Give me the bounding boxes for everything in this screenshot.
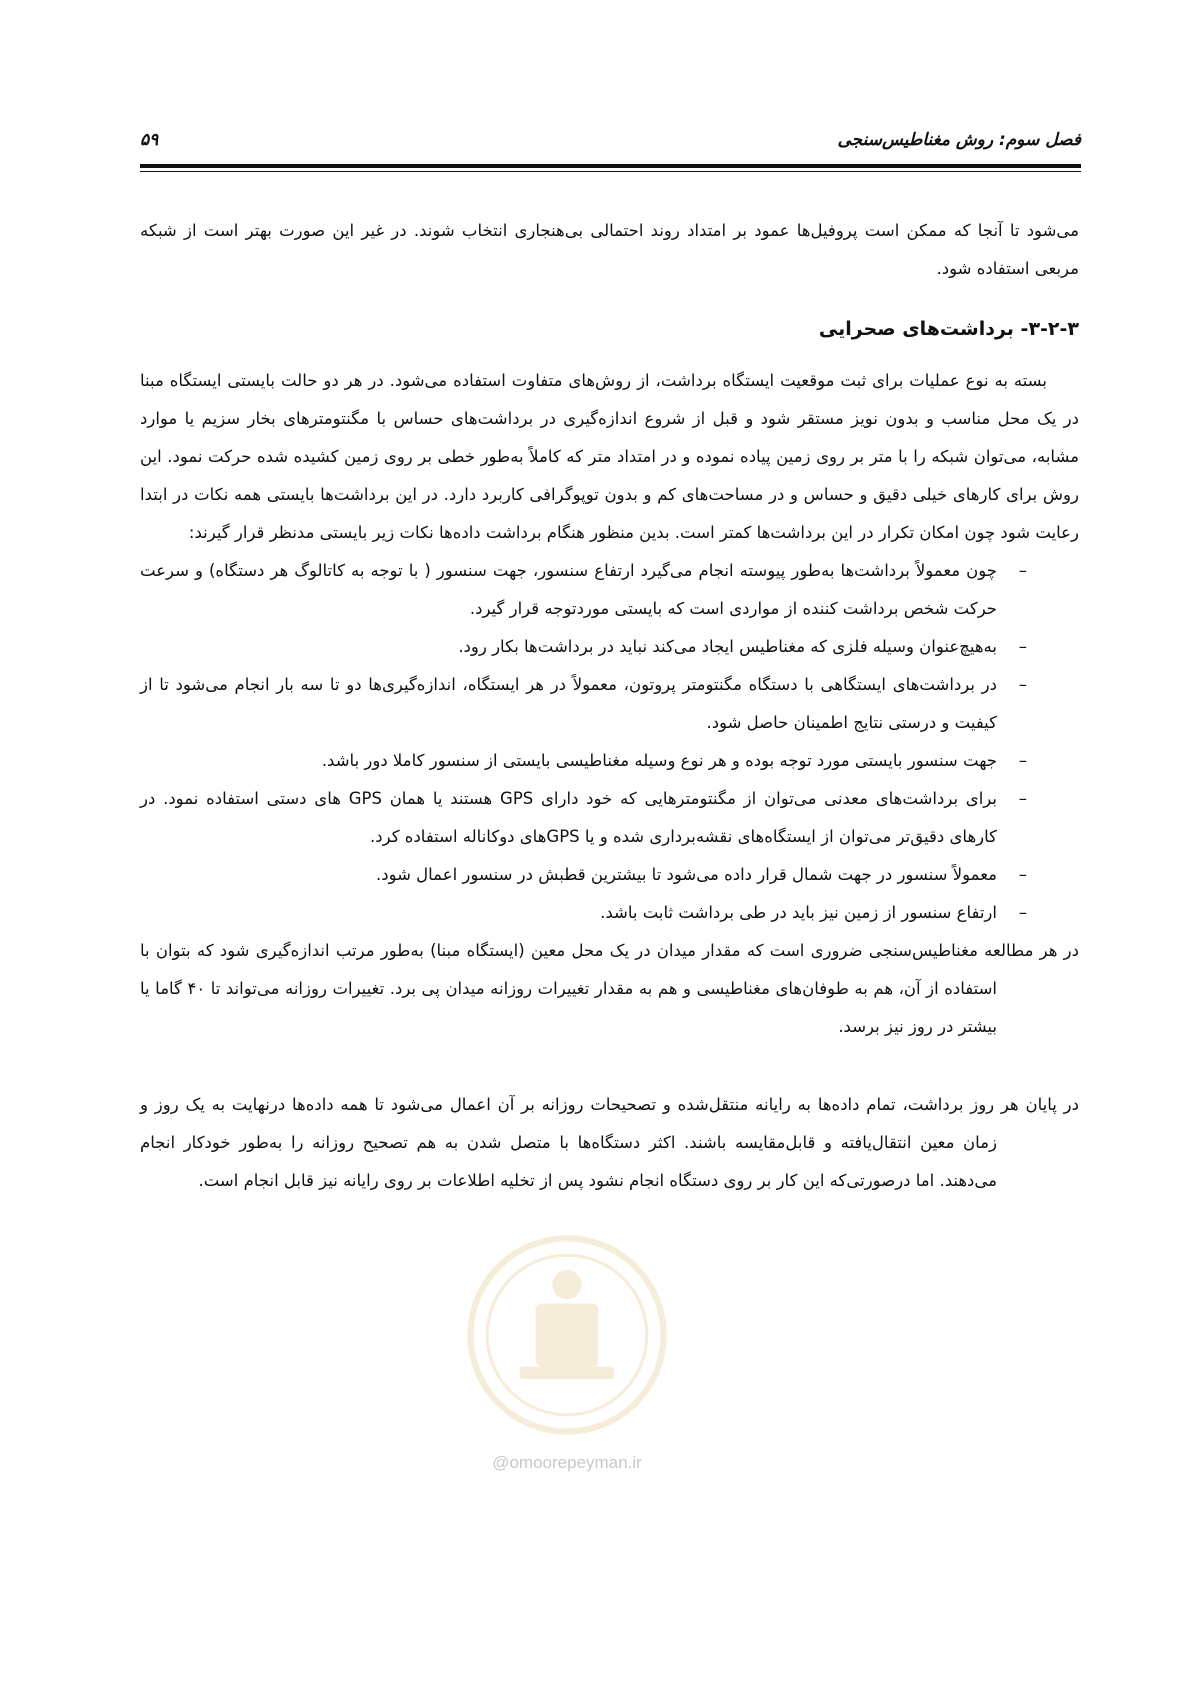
list-item-text: برای برداشت‌های معدنی می‌توان از مگنتومترهایی که خود دارای GPS هستند یا همان GPS های دستی استفاده نمود. در کارهای دقیق‌تر می‌توان از ایستگاه‌های نقشه‌برداری شده و یا GPSهای دوکاناله استفاده کرد. bbox=[140, 789, 997, 846]
list-item-text: در برداشت‌های ایستگاهی با دستگاه مگنتومتر پروتون، معمولاً در هر ایستگاه، اندازه‌گیری‌ها دو تا سه بار انجام می‌شود تا از کیفیت و درستی نتایج اطمینان حاصل شود. bbox=[140, 675, 997, 732]
intro-paragraph: می‌شود تا آنجا که ممکن است پروفیل‌ها عمود بر امتداد روند احتمالی بی‌هنجاری انتخاب شوند. در غیر این صورت بهتر است از شبکه مربعی استفاده شود. bbox=[140, 221, 1079, 278]
list-item-text: معمولاً سنسور در جهت شمال قرار داده می‌شود تا بیشترین قطبش در سنسور اعمال شود. bbox=[375, 865, 997, 884]
header-rule-thin bbox=[140, 171, 1081, 172]
header-rule-thick bbox=[140, 164, 1081, 168]
list-item bbox=[140, 666, 1079, 742]
list-item-text: ارتفاع سنسور از زمین نیز باید در طی برداشت ثابت باشد. bbox=[600, 903, 997, 922]
watermark-url: @omoorepeyman.ir bbox=[492, 1453, 642, 1472]
list-item bbox=[140, 856, 1079, 894]
list-item-text: چون معمولاً برداشت‌ها به‌طور پیوسته انجام می‌گیرد ارتفاع سنسور، جهت سنسور ( با توجه به کاتالوگ هر دستگاه) و سرعت حرکت شخص برداشت کننده از مواردی است که بایستی موردتوجه قرار گیرد. bbox=[140, 561, 997, 618]
page-number: ۵۹ bbox=[140, 130, 159, 150]
list-item bbox=[140, 552, 1079, 628]
running-header bbox=[140, 130, 1081, 156]
section-heading: ۳-۲-۳- برداشت‌های صحرایی bbox=[818, 318, 1079, 340]
list-item bbox=[140, 628, 1079, 666]
list-item bbox=[140, 780, 1079, 856]
bullet-dash: – bbox=[1018, 751, 1027, 770]
paragraph-3: در پایان هر روز برداشت، تمام داده‌ها به رایانه منتقل‌شده و تصحیحات روزانه بر آن اعمال می‌شود تا همه داده‌ها درنهایت به یک روز و زمان معین انتقال‌یافته و قابل‌مقایسه باشند. اکثر دستگاه‌ها با متصل شدن به هم تصحیح روزانه را به‌طور خودکار انجام می‌دهند. اما درصورتی‌که این کار بر روی دستگاه انجام نشود پس از تخلیه اطلاعات بر روی رایانه نیز قابل انجام است. bbox=[140, 1095, 1079, 1190]
bullet-dash: – bbox=[1018, 789, 1027, 808]
list-item bbox=[140, 742, 1079, 780]
list-item-text: جهت سنسور بایستی مورد توجه بوده و هر نوع وسیله مغناطیسی بایستی از سنسور کاملا دور باشد. bbox=[321, 751, 997, 770]
bullet-dash: – bbox=[1018, 675, 1027, 694]
bullet-dash: – bbox=[1018, 637, 1027, 656]
paragraph-1: بسته به نوع عملیات برای ثبت موقعیت ایستگاه برداشت، از روش‌های متفاوت استفاده می‌شود. در هر دو حالت بایستی ایستگاه مبنا در یک محل مناسب و بدون نویز مستقر شود و قبل از شروع اندازه‌گیری در برداشت‌های حساس با مگنتومترهای بخار سزیم یا موارد مشابه، می‌توان شبکه را با متر بر روی زمین پیاده نموده و در امتداد متر که کاملاً به‌طور خطی بر روی زمین کشیده شده حرکت نمود. این روش برای کارهای خیلی دقیق و حساس و در مساحت‌های کم و بدون توپوگرافی کاربرد دارد. در این برداشت‌ها بایستی همه نکات در ابتدا رعایت شود چون امکان تکرار در این برداشت‌ها کمتر است. بدین منظور هنگام برداشت داده‌ها نکات زیر بایستی مدنظر قرار گیرند: bbox=[140, 371, 1079, 542]
bullet-list bbox=[140, 552, 1079, 932]
list-item-text: به‌هیچ‌عنوان وسیله فلزی که مغناطیس ایجاد می‌کند نباید در برداشت‌ها بکار رود. bbox=[458, 637, 997, 656]
body-content bbox=[140, 212, 1079, 1200]
paragraph-2: در هر مطالعه مغناطیس‌سنجی ضروری است که مقدار میدان در یک محل معین (ایستگاه مبنا) به‌طور مرتب اندازه‌گیری شود که بتوان با استفاده از آن، هم به طوفان‌های مغناطیسی و هم به مقدار تغییرات روزانه میدان پی برد. تغییرات روزانه می‌تواند تا ۴۰ گاما یا بیشتر در روز نیز برسد. bbox=[140, 941, 1079, 1036]
bullet-dash: – bbox=[1018, 903, 1027, 922]
bullet-dash: – bbox=[1018, 561, 1027, 580]
bullet-dash: – bbox=[1018, 865, 1027, 884]
list-item bbox=[140, 894, 1079, 932]
chapter-title: فصل سوم: روش مغناطیس‌سنجی bbox=[837, 130, 1081, 150]
watermark-logo bbox=[462, 1230, 672, 1440]
